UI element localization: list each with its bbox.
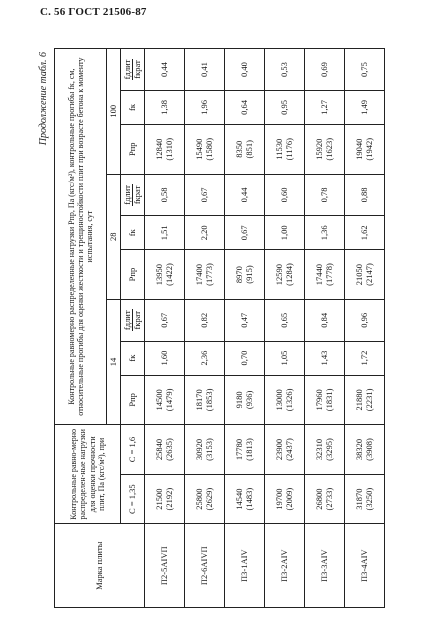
cell-p14 <box>185 375 225 425</box>
cell-mark: П3-4АIV <box>345 524 385 608</box>
cell-value: 8970 <box>234 266 245 284</box>
cell-value: (2009) <box>283 487 294 511</box>
cell-c135 <box>145 474 185 524</box>
cell-r14: 0,84 <box>305 299 345 341</box>
cell-value: (2231) <box>363 388 374 412</box>
cell-f100: 1,27 <box>305 90 345 124</box>
age-28-header: 28 <box>107 174 121 299</box>
cell-value: (1813) <box>243 438 254 461</box>
cell-value: (1422) <box>163 263 174 286</box>
cell-r14: 0,47 <box>225 299 265 341</box>
cell-r100: 0,40 <box>225 49 265 91</box>
group-header: Контрольные равномерно распределенные нагрузки Pпр, Па (кгс/м²), контрольные прогибы fк, см, относительные прогибы для оценки жесткости и трещиностойкости плит при возрасте бетона к моменту испытания, сут <box>55 49 107 425</box>
cell-value: 21500 <box>154 488 165 510</box>
cell-r14: 0,82 <box>185 299 225 341</box>
age-100-header: 100 <box>107 49 121 175</box>
c16-header: C = 1,6 <box>121 425 145 475</box>
f-dlit-label: fдлит <box>122 185 133 205</box>
cell-value: 17780 <box>234 438 245 461</box>
table-body <box>145 49 385 608</box>
cell-mark: П2-5АIVП <box>145 524 185 608</box>
table-row <box>305 49 345 608</box>
cell-value: 17440 <box>314 263 325 286</box>
cell-c135 <box>265 474 305 524</box>
cell-p100 <box>225 124 265 174</box>
cell-value: 17400 <box>194 263 205 286</box>
cell-p28 <box>345 250 385 300</box>
table-row <box>345 49 385 608</box>
cell-c135 <box>225 474 265 524</box>
cell-value: (2147) <box>363 263 374 286</box>
cell-p14 <box>145 375 185 425</box>
cell-p100 <box>265 124 305 174</box>
cell-p14 <box>265 375 305 425</box>
cell-f14: 1,72 <box>345 341 385 375</box>
cell-value: (851) <box>243 140 254 159</box>
cell-mark: П3-2АIV <box>265 524 305 608</box>
cell-value: (3250) <box>363 487 374 511</box>
cell-p100 <box>305 124 345 174</box>
cell-p100 <box>185 124 225 174</box>
cell-r28: 0,58 <box>145 174 185 216</box>
cell-value: 13000 <box>274 389 285 411</box>
cell-r14: 0,65 <box>265 299 305 341</box>
f-dlit-label: fдлит <box>122 59 133 80</box>
cell-r100: 0,69 <box>305 49 345 91</box>
cell-p14 <box>225 375 265 425</box>
p-pr-header-100: Pпр <box>121 124 145 174</box>
cell-value: 18170 <box>194 389 205 411</box>
cell-f14: 2,36 <box>185 341 225 375</box>
table-row <box>265 49 305 608</box>
cell-f28: 1,36 <box>305 216 345 250</box>
cell-f14: 1,05 <box>265 341 305 375</box>
cell-c135 <box>345 474 385 524</box>
cell-value: (2192) <box>163 487 174 511</box>
cell-p100 <box>145 124 185 174</box>
cell-r100: 0,44 <box>145 49 185 91</box>
cell-value: 38320 <box>354 438 365 461</box>
p-pr-header-28: Pпр <box>121 250 145 300</box>
c135-header: C = 1,35 <box>121 474 145 524</box>
cell-mark: П2-6АIVП <box>185 524 225 608</box>
table-row <box>145 49 185 608</box>
cell-value: (1479) <box>163 388 174 412</box>
data-table <box>54 48 385 608</box>
cell-f14: 0,70 <box>225 341 265 375</box>
cell-c16 <box>305 425 345 475</box>
cell-r28: 0,44 <box>225 174 265 216</box>
ratio-header-14 <box>121 299 145 341</box>
cell-f28: 1,62 <box>345 216 385 250</box>
cell-value: (915) <box>243 265 254 284</box>
cell-value: 23900 <box>274 438 285 461</box>
cell-value: 12590 <box>274 263 285 286</box>
f-dlit-label: fдлит <box>122 310 133 331</box>
f-k-header-28: fк <box>121 216 145 250</box>
cell-value: 21880 <box>354 389 365 411</box>
cell-value: (3295) <box>323 438 334 461</box>
cell-f28: 1,51 <box>145 216 185 250</box>
cell-value: 12840 <box>154 138 165 160</box>
cell-p14 <box>345 375 385 425</box>
cell-value: 11530 <box>274 138 285 160</box>
cell-value: (1483) <box>243 487 254 511</box>
table-row <box>225 49 265 608</box>
cell-value: (1942) <box>363 137 374 161</box>
cell-c16 <box>185 425 225 475</box>
rotated-table-area <box>38 48 384 608</box>
cell-value: 15920 <box>314 138 325 160</box>
page-header: С. 56 ГОСТ 21506-87 <box>40 6 147 18</box>
cell-p28 <box>225 250 265 300</box>
cell-mark: П3-3АIV <box>305 524 345 608</box>
cell-value: 32310 <box>314 438 325 461</box>
cell-value: (3153) <box>203 438 214 461</box>
cell-value: 19700 <box>274 488 285 510</box>
cell-value: 14500 <box>154 389 165 411</box>
cell-c16 <box>145 425 185 475</box>
cell-value: 19040 <box>354 138 365 160</box>
cell-c16 <box>265 425 305 475</box>
table-caption: Продолжение табл. 6 <box>38 52 49 146</box>
cell-value: 8350 <box>234 140 245 158</box>
cell-value: 30920 <box>194 438 205 461</box>
f-k-header-100: fк <box>121 90 145 124</box>
cell-f14: 1,43 <box>305 341 345 375</box>
cell-r14: 0,67 <box>145 299 185 341</box>
cell-p100 <box>345 124 385 174</box>
cell-value: (1176) <box>283 138 294 161</box>
cell-value: (1326) <box>283 388 294 412</box>
cell-f100: 1,49 <box>345 90 385 124</box>
cell-value: (1623) <box>323 137 334 161</box>
cell-value: 13950 <box>154 263 165 286</box>
cell-value: (2733) <box>323 487 334 511</box>
cell-value: (2437) <box>283 438 294 461</box>
cell-f100: 1,96 <box>185 90 225 124</box>
cell-value: 26800 <box>314 488 325 510</box>
mark-header: Марка плиты <box>55 524 145 608</box>
f-k-header-14: fк <box>121 341 145 375</box>
cell-r28: 0,88 <box>345 174 385 216</box>
cell-mark: П3-1АIV <box>225 524 265 608</box>
f-kr-label: fкрат <box>131 185 142 205</box>
control-load-header: Контрольные равно-мерно распределен-ные нагрузки для оценки прочности плит, Па (кгс/м²), при <box>55 425 121 524</box>
cell-value: (1853) <box>203 388 214 412</box>
cell-c135 <box>185 474 225 524</box>
cell-value: 31870 <box>354 488 365 510</box>
cell-value: (1580) <box>203 137 214 161</box>
cell-f14: 1,60 <box>145 341 185 375</box>
cell-value: 25840 <box>154 438 165 461</box>
cell-p14 <box>305 375 345 425</box>
cell-f28: 2,20 <box>185 216 225 250</box>
cell-r28: 0,78 <box>305 174 345 216</box>
cell-p28 <box>185 250 225 300</box>
cell-f100: 1,38 <box>145 90 185 124</box>
cell-r100: 0,75 <box>345 49 385 91</box>
cell-r100: 0,53 <box>265 49 305 91</box>
cell-value: 25800 <box>194 488 205 510</box>
cell-value: (2635) <box>163 438 174 461</box>
cell-f28: 1,00 <box>265 216 305 250</box>
cell-f100: 0,64 <box>225 90 265 124</box>
cell-value: (1778) <box>323 263 334 286</box>
cell-r28: 0,60 <box>265 174 305 216</box>
cell-r100: 0,41 <box>185 49 225 91</box>
cell-value: 17960 <box>314 389 325 411</box>
cell-p28 <box>305 250 345 300</box>
cell-p28 <box>145 250 185 300</box>
f-kr-label: fкрат <box>131 60 142 79</box>
f-kr-label: fкрат <box>131 311 142 330</box>
cell-value: 21050 <box>354 263 365 286</box>
cell-f100: 0,95 <box>265 90 305 124</box>
cell-value: 14540 <box>234 488 245 510</box>
cell-value: (936) <box>243 390 254 410</box>
p-pr-header-14: Pпр <box>121 375 145 425</box>
cell-p28 <box>265 250 305 300</box>
ratio-header-28 <box>121 174 145 216</box>
cell-value: (1831) <box>323 388 334 412</box>
table-row <box>185 49 225 608</box>
cell-value: 15490 <box>194 138 205 160</box>
cell-value: (1310) <box>163 137 174 161</box>
cell-f28: 0,67 <box>225 216 265 250</box>
ratio-header-100 <box>121 49 145 91</box>
cell-value: (2629) <box>203 487 214 511</box>
age-14-header: 14 <box>107 299 121 424</box>
cell-c16 <box>345 425 385 475</box>
cell-value: (1773) <box>203 263 214 286</box>
cell-value: (3908) <box>363 438 374 461</box>
cell-value: (1284) <box>283 263 294 286</box>
cell-c16 <box>225 425 265 475</box>
cell-value: 9180 <box>234 391 245 409</box>
cell-c135 <box>305 474 345 524</box>
cell-r14: 0,96 <box>345 299 385 341</box>
cell-r28: 0,67 <box>185 174 225 216</box>
